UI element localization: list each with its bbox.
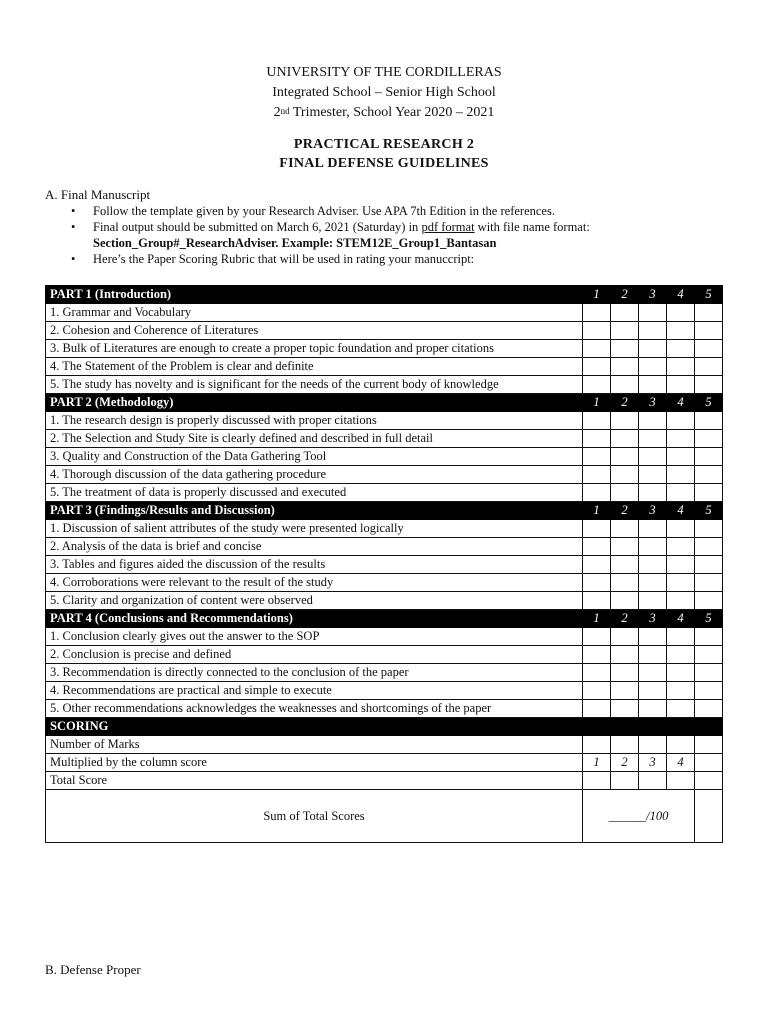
score-column-label: 4 xyxy=(667,394,695,412)
score-column-label: 5 xyxy=(695,394,723,412)
score-cell[interactable] xyxy=(695,412,723,430)
table-row xyxy=(46,700,723,718)
criterion-label: 5. The study has novelty and is significant for the needs of the current body of knowledge xyxy=(46,376,583,394)
table-row xyxy=(46,556,723,574)
score-cell[interactable] xyxy=(611,376,639,394)
score-column-label: 1 xyxy=(583,502,611,520)
score-cell[interactable] xyxy=(695,628,723,646)
score-cell[interactable] xyxy=(611,592,639,610)
score-cell[interactable] xyxy=(611,466,639,484)
criterion-label: 2. Conclusion is precise and defined xyxy=(46,646,583,664)
score-cell[interactable] xyxy=(611,322,639,340)
marks-cell[interactable] xyxy=(583,736,611,754)
table-row xyxy=(46,520,723,538)
score-cell[interactable] xyxy=(583,412,611,430)
score-cell[interactable] xyxy=(667,412,695,430)
bullet-glyph: • xyxy=(71,252,76,266)
score-cell[interactable] xyxy=(611,448,639,466)
score-cell[interactable] xyxy=(639,412,667,430)
school-name: Integrated School – Senior High School xyxy=(272,85,496,100)
score-cell[interactable] xyxy=(611,682,639,700)
marks-cell[interactable] xyxy=(667,736,695,754)
score-cell[interactable] xyxy=(695,574,723,592)
criterion-label: 3. Quality and Construction of the Data Gathering Tool xyxy=(46,448,583,466)
multiplier-cell: 1 xyxy=(583,754,611,772)
score-cell[interactable] xyxy=(583,664,611,682)
table-row xyxy=(46,772,723,790)
score-cell[interactable] xyxy=(639,466,667,484)
score-cell[interactable] xyxy=(667,682,695,700)
score-cell[interactable] xyxy=(695,700,723,718)
score-cell[interactable] xyxy=(639,322,667,340)
sum-of-total-scores-label: Sum of Total Scores xyxy=(46,790,583,843)
score-cell[interactable] xyxy=(695,556,723,574)
criterion-label: 2. Analysis of the data is brief and concise xyxy=(46,538,583,556)
table-row xyxy=(46,736,723,754)
criterion-label: 5. Clarity and organization of content were observed xyxy=(46,592,583,610)
score-column-label: 2 xyxy=(611,610,639,628)
score-cell[interactable] xyxy=(667,322,695,340)
section-b-heading: B. Defense Proper xyxy=(45,962,141,977)
total-cell[interactable] xyxy=(667,772,695,790)
score-cell[interactable] xyxy=(639,628,667,646)
bullet-item xyxy=(45,251,735,267)
score-cell[interactable] xyxy=(583,430,611,448)
score-cell[interactable] xyxy=(667,574,695,592)
part-title: PART 3 (Findings/Results and Discussion) xyxy=(46,502,583,520)
score-cell[interactable] xyxy=(667,448,695,466)
score-cell[interactable] xyxy=(583,484,611,502)
criterion-label: 2. Cohesion and Coherence of Literatures xyxy=(46,322,583,340)
bullet-item xyxy=(45,203,735,219)
score-cell[interactable] xyxy=(611,664,639,682)
score-cell[interactable] xyxy=(695,592,723,610)
total-cell[interactable] xyxy=(611,772,639,790)
score-cell[interactable] xyxy=(611,700,639,718)
score-cell[interactable] xyxy=(583,700,611,718)
table-row xyxy=(46,376,723,394)
table-row xyxy=(46,430,723,448)
score-cell[interactable] xyxy=(639,340,667,358)
score-cell[interactable] xyxy=(611,304,639,322)
score-cell[interactable] xyxy=(695,430,723,448)
score-cell[interactable] xyxy=(695,340,723,358)
marks-cell[interactable] xyxy=(695,736,723,754)
sum-blank: ______ xyxy=(608,808,647,823)
table-row xyxy=(46,448,723,466)
manuscript-bullet-list xyxy=(45,203,735,267)
score-column-label: 2 xyxy=(611,286,639,304)
score-cell[interactable] xyxy=(695,682,723,700)
score-cell[interactable] xyxy=(667,592,695,610)
score-column-label: 1 xyxy=(583,610,611,628)
score-cell[interactable] xyxy=(695,376,723,394)
sum-suffix: /100 xyxy=(646,808,669,823)
score-cell[interactable] xyxy=(667,556,695,574)
criterion-label: 3. Tables and figures aided the discussion of the results xyxy=(46,556,583,574)
score-cell[interactable] xyxy=(639,592,667,610)
score-cell[interactable] xyxy=(583,682,611,700)
score-cell[interactable] xyxy=(583,574,611,592)
trimester-line xyxy=(0,103,768,123)
part-title: PART 4 (Conclusions and Recommendations) xyxy=(46,610,583,628)
part-title: PART 2 (Methodology) xyxy=(46,394,583,412)
score-cell[interactable] xyxy=(695,538,723,556)
marks-cell[interactable] xyxy=(611,736,639,754)
score-column-label: 3 xyxy=(639,394,667,412)
document-title-line1: PRACTICAL RESEARCH 2 xyxy=(293,137,475,152)
score-cell[interactable] xyxy=(695,304,723,322)
criterion-label: 1. The research design is properly discussed with proper citations xyxy=(46,412,583,430)
trimester-text: Trimester, School Year 2020 – 2021 xyxy=(289,105,495,120)
score-column-label: 3 xyxy=(639,286,667,304)
score-cell[interactable] xyxy=(667,484,695,502)
trimester-number: 2 xyxy=(273,105,281,120)
score-cell[interactable] xyxy=(695,358,723,376)
multiplier-cell: 4 xyxy=(667,754,695,772)
table-row xyxy=(46,574,723,592)
rubric-part-header xyxy=(46,610,723,628)
sum-value-cell[interactable] xyxy=(583,790,695,843)
score-cell[interactable] xyxy=(611,484,639,502)
total-score-label: Total Score xyxy=(46,772,583,790)
table-row xyxy=(46,754,723,772)
table-row xyxy=(46,340,723,358)
score-cell[interactable] xyxy=(639,358,667,376)
sum-row xyxy=(46,790,723,843)
score-cell[interactable] xyxy=(639,664,667,682)
multiplier-cell: 3 xyxy=(639,754,667,772)
score-cell[interactable] xyxy=(695,466,723,484)
bullet-item xyxy=(45,219,735,251)
score-cell[interactable] xyxy=(695,484,723,502)
pdf-format-text: pdf format xyxy=(421,220,475,234)
score-cell[interactable] xyxy=(667,304,695,322)
sum-extra-cell xyxy=(695,790,723,843)
criterion-label: 1. Grammar and Vocabulary xyxy=(46,304,583,322)
score-cell[interactable] xyxy=(583,520,611,538)
score-cell[interactable] xyxy=(583,592,611,610)
score-cell[interactable] xyxy=(695,664,723,682)
table-row xyxy=(46,628,723,646)
rubric-part-header xyxy=(46,502,723,520)
score-cell[interactable] xyxy=(667,358,695,376)
score-cell[interactable] xyxy=(639,304,667,322)
score-cell[interactable] xyxy=(583,466,611,484)
rubric-part-header xyxy=(46,394,723,412)
total-cell[interactable] xyxy=(639,772,667,790)
score-cell[interactable] xyxy=(639,484,667,502)
criterion-label: 5. The treatment of data is properly discussed and executed xyxy=(46,484,583,502)
table-row xyxy=(46,322,723,340)
score-cell[interactable] xyxy=(583,628,611,646)
multiplier-cell: 2 xyxy=(611,754,639,772)
score-cell[interactable] xyxy=(667,700,695,718)
score-cell[interactable] xyxy=(583,376,611,394)
score-cell[interactable] xyxy=(639,700,667,718)
table-row xyxy=(46,304,723,322)
score-cell[interactable] xyxy=(639,574,667,592)
trimester-suffix: nd xyxy=(280,106,290,116)
marks-cell[interactable] xyxy=(639,736,667,754)
score-cell[interactable] xyxy=(611,646,639,664)
criterion-label: 2. The Selection and Study Site is clearly defined and described in full detail xyxy=(46,430,583,448)
score-cell[interactable] xyxy=(611,340,639,358)
section-a-heading: A. Final Manuscript xyxy=(45,187,151,202)
score-cell[interactable] xyxy=(667,538,695,556)
score-cell[interactable] xyxy=(667,520,695,538)
score-column-label: 3 xyxy=(639,610,667,628)
table-row xyxy=(46,484,723,502)
table-row xyxy=(46,664,723,682)
score-cell[interactable] xyxy=(639,520,667,538)
criterion-label: 4. The Statement of the Problem is clear and definite xyxy=(46,358,583,376)
criterion-label: 4. Corroborations were relevant to the result of the study xyxy=(46,574,583,592)
score-cell[interactable] xyxy=(611,520,639,538)
table-row xyxy=(46,358,723,376)
table-row xyxy=(46,466,723,484)
score-cell[interactable] xyxy=(583,448,611,466)
score-cell[interactable] xyxy=(639,430,667,448)
score-cell[interactable] xyxy=(639,448,667,466)
criterion-label: 5. Other recommendations acknowledges the weaknesses and shortcomings of the paper xyxy=(46,700,583,718)
score-cell[interactable] xyxy=(583,358,611,376)
score-cell[interactable] xyxy=(695,322,723,340)
criterion-label: 1. Discussion of salient attributes of the study were presented logically xyxy=(46,520,583,538)
score-cell[interactable] xyxy=(667,466,695,484)
score-column-label: 5 xyxy=(695,610,723,628)
number-of-marks-label: Number of Marks xyxy=(46,736,583,754)
score-cell[interactable] xyxy=(611,574,639,592)
score-cell[interactable] xyxy=(695,520,723,538)
criterion-label: 1. Conclusion clearly gives out the answer to the SOP xyxy=(46,628,583,646)
total-cell[interactable] xyxy=(583,772,611,790)
score-cell[interactable] xyxy=(667,646,695,664)
score-cell[interactable] xyxy=(639,646,667,664)
score-column-label: 4 xyxy=(667,286,695,304)
score-cell[interactable] xyxy=(667,628,695,646)
part-title: PART 1 (Introduction) xyxy=(46,286,583,304)
multiplier-cell xyxy=(695,754,723,772)
score-cell[interactable] xyxy=(639,682,667,700)
score-cell[interactable] xyxy=(695,448,723,466)
paper-scoring-rubric xyxy=(45,285,723,843)
criterion-label: 3. Recommendation is directly connected to the conclusion of the paper xyxy=(46,664,583,682)
table-row xyxy=(46,682,723,700)
bullet-text: Follow the template given by your Research Adviser. Use APA 7th Edition in the references. xyxy=(93,204,555,218)
score-cell[interactable] xyxy=(667,430,695,448)
bullet-text: with file name format: xyxy=(474,220,590,234)
table-row xyxy=(46,646,723,664)
score-cell[interactable] xyxy=(611,538,639,556)
file-name-format: Section_Group#_ResearchAdviser. Example: STEM12E_Group1_Bantasan xyxy=(93,236,497,250)
score-cell[interactable] xyxy=(611,628,639,646)
document-header xyxy=(0,63,768,123)
table-row xyxy=(46,538,723,556)
score-cell[interactable] xyxy=(583,538,611,556)
score-cell[interactable] xyxy=(583,340,611,358)
bullet-glyph: • xyxy=(71,220,76,234)
total-cell[interactable] xyxy=(695,772,723,790)
bullet-text: Here’s the Paper Scoring Rubric that will be used in rating your manuccript: xyxy=(93,252,475,266)
score-cell[interactable] xyxy=(667,340,695,358)
scoring-title: SCORING xyxy=(46,718,723,736)
score-cell[interactable] xyxy=(639,376,667,394)
scoring-header xyxy=(46,718,723,736)
section-final-manuscript xyxy=(45,186,735,267)
document-title-line2: FINAL DEFENSE GUIDELINES xyxy=(279,156,489,171)
score-column-label: 2 xyxy=(611,394,639,412)
multiplied-label: Multiplied by the column score xyxy=(46,754,583,772)
score-cell[interactable] xyxy=(611,556,639,574)
score-column-label: 4 xyxy=(667,610,695,628)
criterion-label: 3. Bulk of Literatures are enough to create a proper topic foundation and proper citations xyxy=(46,340,583,358)
score-column-label: 4 xyxy=(667,502,695,520)
score-cell[interactable] xyxy=(583,646,611,664)
score-cell[interactable] xyxy=(611,412,639,430)
score-column-label: 3 xyxy=(639,502,667,520)
score-cell[interactable] xyxy=(583,556,611,574)
score-cell[interactable] xyxy=(695,646,723,664)
score-cell[interactable] xyxy=(611,358,639,376)
score-cell[interactable] xyxy=(639,538,667,556)
score-column-label: 1 xyxy=(583,286,611,304)
criterion-label: 4. Recommendations are practical and simple to execute xyxy=(46,682,583,700)
bullet-glyph: • xyxy=(71,204,76,218)
score-column-label: 5 xyxy=(695,502,723,520)
score-cell[interactable] xyxy=(639,556,667,574)
table-row xyxy=(46,412,723,430)
university-name: UNIVERSITY OF THE CORDILLERAS xyxy=(266,65,502,80)
score-cell[interactable] xyxy=(583,304,611,322)
score-column-label: 5 xyxy=(695,286,723,304)
score-column-label: 1 xyxy=(583,394,611,412)
table-row xyxy=(46,592,723,610)
score-cell[interactable] xyxy=(667,376,695,394)
bullet-text: Final output should be submitted on March 6, 2021 (Saturday) in xyxy=(93,220,422,234)
score-cell[interactable] xyxy=(583,322,611,340)
criterion-label: 4. Thorough discussion of the data gathering procedure xyxy=(46,466,583,484)
score-cell[interactable] xyxy=(667,664,695,682)
score-column-label: 2 xyxy=(611,502,639,520)
rubric-part-header xyxy=(46,286,723,304)
score-cell[interactable] xyxy=(611,430,639,448)
